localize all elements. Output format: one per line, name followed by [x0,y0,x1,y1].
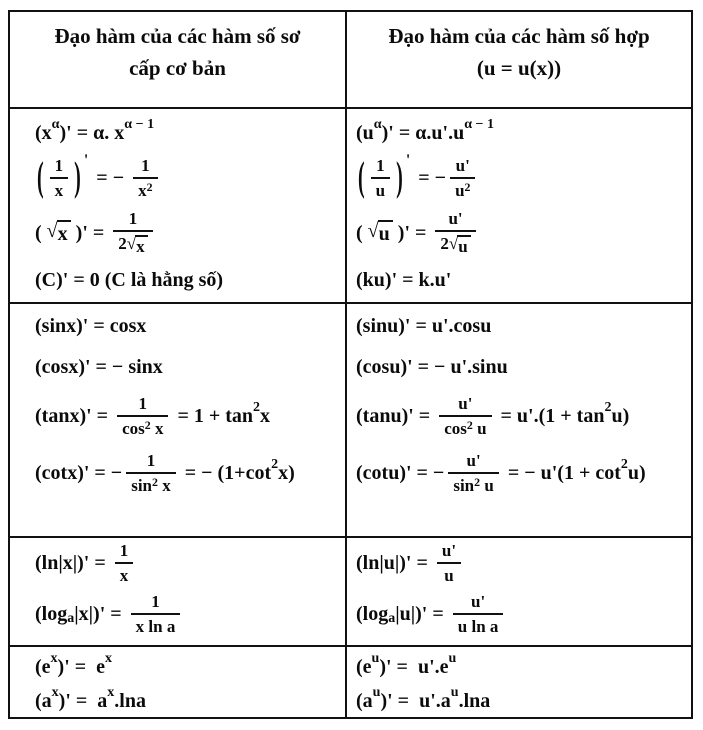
math-text: (log [35,602,68,625]
math-text: (a [356,689,373,712]
fraction-numerator [439,394,491,417]
cell-content [347,647,691,715]
fraction [115,541,134,585]
ln-rule-basic [35,541,345,585]
superscript: x [105,651,113,667]
trigonometric-rules-right-cell [346,303,692,537]
math-text: (e [356,655,372,678]
sin-rule-composite [356,312,691,340]
superscript: u [371,651,380,667]
sqrt-radical [47,220,71,246]
math-text: sin [453,476,475,496]
fraction-denominator [371,179,390,200]
header-composite-functions [346,11,692,108]
superscript: α [51,117,60,133]
superscript: 2 [253,400,261,416]
math-text: u [455,181,465,201]
radicand: u [457,235,470,257]
fraction-denominator [131,615,181,636]
math-text: )' = [70,221,110,244]
fraction [113,209,152,257]
math-text: ( [356,221,368,244]
exp-a-rule-basic [35,687,345,715]
exponential-rules-right-cell [346,646,692,718]
math-text: u [375,181,386,201]
derivative-formula-table [8,10,693,719]
math-text: u' [458,394,473,413]
logarithmic-rules-right-cell [346,537,692,646]
cell-content [10,538,345,636]
header-row [9,11,692,108]
power-reciprocal-sqrt-constant-left-cell [9,108,346,303]
fraction-numerator [437,541,461,564]
big-left-paren: ( [37,154,44,200]
math-text: (a [35,689,52,712]
math-text: = u'.(1 + tan [495,404,605,427]
math-text: |x|)' = [74,602,127,625]
superscript: 2 [464,179,471,194]
superscript: 2 [152,474,158,489]
math-text: .lna [114,689,146,712]
header-basic-line2: cấp cơ bản [129,55,226,80]
superscript: 2 [146,179,153,194]
big-right-paren: ) [396,154,403,200]
cell-content [10,109,345,294]
exp-e-rule-basic [35,653,345,681]
ln-rule-composite [356,541,691,585]
math-text: cos [444,419,467,439]
tan-rule-composite [356,394,691,438]
math-text: x [260,404,271,427]
math-text: 1 [146,451,156,471]
log-rule-basic [35,592,345,636]
power-rule-basic [35,119,345,147]
exp-a-rule-composite [356,687,691,715]
math-text: (log [356,602,389,625]
fraction-denominator [450,179,475,200]
big-right-paren: ) [74,154,81,200]
radicand: u [378,220,393,246]
fraction-numerator [115,541,134,564]
fraction-denominator [453,615,504,636]
reciprocal-rule-composite [356,152,691,201]
exp-e-rule-composite [356,653,691,681]
math-text: 1 [138,394,147,413]
sqrt-radical [449,235,471,257]
radical-sign: √ [448,234,459,254]
superscript: 2 [604,400,612,416]
cell-content [347,109,691,294]
math-text: 2 [118,234,127,254]
superscript: α [373,117,382,133]
math-text: .lna [458,689,491,712]
radicand: x [135,235,148,257]
math-text: 1 [128,209,138,229]
trigonometric-rules-row [9,303,692,537]
math-text: u [480,476,494,496]
math-text: x [150,419,164,439]
math-text: u' [448,209,463,229]
fraction-numerator [117,394,168,417]
math-text: = − [91,166,130,189]
math-text: (sinx)' = cosx [35,314,147,337]
exponential-rules-left-cell [9,646,346,718]
fraction [131,592,181,636]
header-basic-functions [9,11,346,108]
fraction [133,156,157,200]
prime-mark: ' [405,152,411,170]
math-text: (cosu)' = − u'.sinu [356,355,508,378]
superscript: 2 [620,457,628,473]
math-text: u' [470,592,486,612]
fraction [439,394,491,438]
cot-rule-basic [35,451,345,495]
fraction-numerator [371,156,390,179]
math-text: x) [278,461,295,484]
math-text: )' = α. x [59,121,125,144]
cos-rule-basic [35,353,345,381]
fraction-numerator [133,156,157,179]
exponential-rules-row [9,646,692,718]
math-text: u) [611,404,630,427]
math-text: = 1 + tan [172,404,254,427]
math-text: x [119,566,129,586]
cos-rule-composite [356,353,691,381]
cot-rule-composite [356,451,691,495]
fraction [126,451,176,495]
prime-mark: ' [83,152,89,170]
math-text: )' = u'.e [379,655,449,678]
superscript: α − 1 [464,117,494,133]
fraction [50,156,69,200]
math-text: (tanx)' = [35,404,114,427]
fraction-denominator [126,474,176,495]
fraction [437,541,461,585]
radical-sign: √ [126,234,137,254]
fraction [448,451,498,495]
math-text: |u|)' = [395,602,449,625]
fraction [450,156,475,200]
sqrt-radical [127,235,148,257]
math-text: )' = [392,221,432,244]
header-composite-line1: Đạo hàm của các hàm số hợp [388,24,650,48]
math-text: u [472,419,487,439]
fraction-numerator [131,592,181,615]
cell-content [10,647,345,715]
fraction-denominator [113,232,152,257]
tan-rule-basic [35,394,345,438]
constant-rule [35,266,345,294]
superscript: x [50,651,58,667]
sin-rule-basic [35,312,345,340]
math-text: u) [627,461,646,484]
math-text: (tanu)' = [356,404,436,427]
fraction-denominator [117,417,168,438]
header-basic-line1: Đạo hàm của các hàm số sơ [54,24,301,48]
log-rule-composite [356,592,691,636]
cell-content [347,538,691,636]
math-text: 1 [376,156,385,175]
superscript: 2 [144,417,151,432]
math-text: (sinu)' = u'.cosu [356,314,492,337]
fraction-numerator [50,156,69,179]
math-text: cos [122,419,145,439]
trigonometric-rules-left-cell [9,303,346,537]
math-text: (e [35,655,51,678]
radicand: x [57,220,71,246]
math-text: ( [35,221,47,244]
math-text: (ku)' = k.u' [356,268,452,291]
fraction [453,592,504,636]
superscript: u [450,685,459,701]
fraction-numerator [126,451,176,474]
math-text: 1 [141,156,150,175]
math-text: (C)' = 0 (C là hằng số) [35,268,224,291]
power-reciprocal-sqrt-constant-row [9,108,692,303]
math-text: (cosx)' = − sinx [35,355,163,378]
table-body [9,108,692,718]
logarithmic-rules-left-cell [9,537,346,646]
fraction [435,209,475,257]
fraction-denominator [435,232,475,257]
fraction-numerator [453,592,504,615]
logarithmic-rules-row [9,537,692,646]
radical-sign: √ [367,220,379,243]
header-composite-line2: (u = u(x)) [476,55,562,80]
fraction-numerator [435,209,475,232]
math-text: )' = a [58,689,108,712]
math-text: (x [35,121,52,144]
reciprocal-rule-basic [35,152,345,201]
math-text: 1 [151,592,160,612]
fraction-denominator [133,179,157,200]
fraction [371,156,390,200]
math-text: 1 [54,156,64,175]
table-header [9,11,692,108]
math-text: sin [131,476,153,496]
math-text: u' [455,156,470,175]
big-left-paren: ( [358,154,365,200]
subscript: a [67,610,75,626]
math-text: 1 [119,541,129,560]
math-text: (u [356,121,374,144]
math-text: (ln|x|)' = [35,551,111,574]
superscript: 2 [271,457,279,473]
sqrt-rule-composite [356,209,691,257]
cell-content [10,304,345,495]
power-rule-composite [356,119,691,147]
fraction-denominator [50,179,69,200]
fraction-denominator [439,417,491,438]
superscript: α − 1 [124,117,155,133]
fraction [117,394,168,438]
math-text: )' = e [57,655,106,678]
math-text: x [157,476,171,496]
math-text: = − u'(1 + cot [502,461,621,484]
math-text: u ln a [457,617,499,637]
fraction-numerator [450,156,475,179]
math-text: u' [441,541,457,560]
superscript: 2 [466,417,473,432]
math-text: x ln a [135,617,176,637]
constant-multiple-rule [356,266,691,294]
math-text: = − (1+cot [179,461,272,484]
math-text: x [54,181,64,201]
math-text: x [138,181,147,201]
math-text: )' = α.u'.u [381,121,465,144]
superscript: u [372,685,381,701]
subscript: a [388,610,396,626]
superscript: x [107,685,115,701]
sqrt-rule-basic [35,209,345,257]
cell-content [347,304,691,495]
superscript: u [448,651,457,667]
fraction-denominator [115,564,134,585]
fraction-denominator [437,564,461,585]
radical-sign: √ [46,220,58,243]
sqrt-radical [368,220,393,246]
math-text: = − [413,166,447,189]
superscript: x [51,685,59,701]
math-text: u [444,566,454,586]
power-reciprocal-sqrt-constant-right-cell [346,108,692,303]
superscript: 2 [474,474,481,489]
fraction-numerator [448,451,498,474]
fraction-denominator [448,474,498,495]
math-text: (ln|u|)' = [356,551,433,574]
math-text: u' [466,451,481,471]
math-text: )' = u'.a [380,689,451,712]
math-text: (cotx)' = − [35,461,123,484]
math-text: (cotu)' = − [356,461,445,484]
math-text: 2 [440,234,449,254]
fraction-numerator [113,209,152,232]
